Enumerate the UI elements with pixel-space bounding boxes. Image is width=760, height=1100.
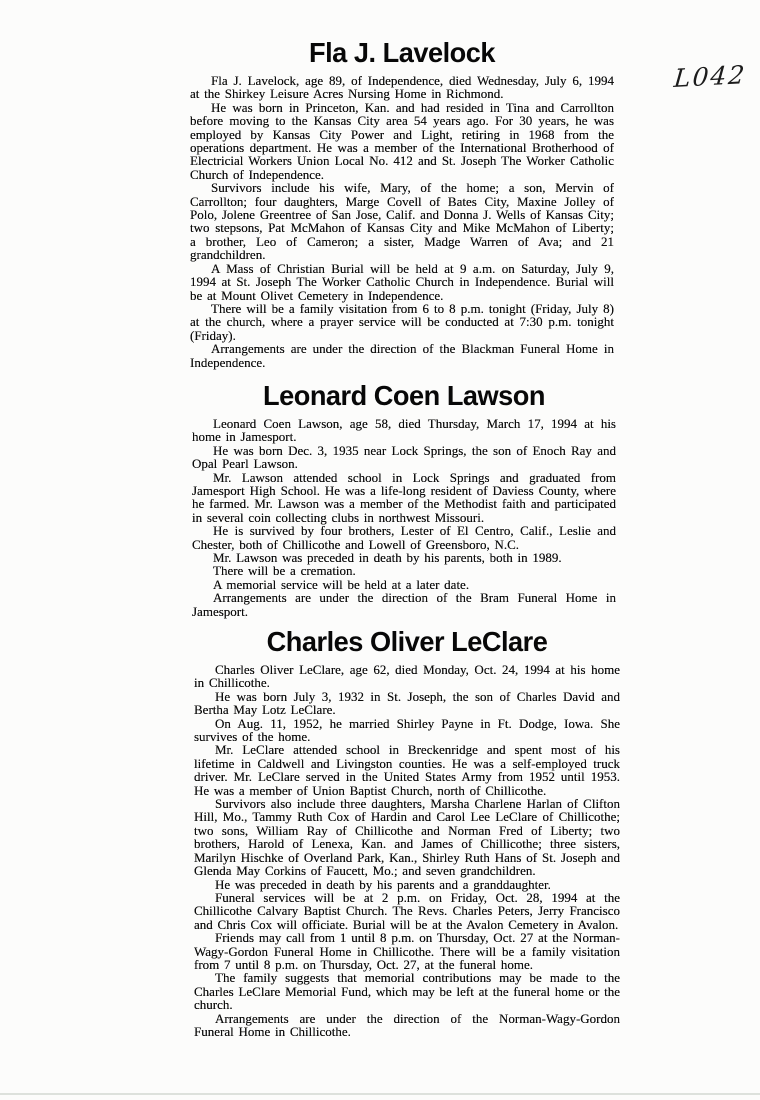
obituary-paragraph: Mr. Lawson was preceded in death by his parents, both in 1989.: [213, 550, 562, 566]
obituary-paragraph: Survivors include his wife, Mary, of the home; a son, Mervin of Carrollton; four daughters, Marge Covell of Bates City, Maxine Jolley of Polo, Jolene Greentree of San Jose, Calif. and Donna J. Wells of Kansas City; two stepsons, Pat McMahon of Kansas City and Mike McMahon of Liberty; a brother, Leo of Cameron; a sister, Madge Warren of Ava; and 21 grandchildren.: [190, 180, 614, 263]
obituary-paragraph: The family suggests that memorial contributions may be made to the Charles LeClare Memorial Fund, which may be left at the funeral home or the church.: [194, 970, 620, 1013]
obituary-leclare: [194, 627, 620, 1038]
obituary-lawson: [192, 381, 616, 618]
obituary-paragraph: Arrangements are under the direction of the Blackman Funeral Home in Independence.: [190, 341, 614, 370]
obituary-paragraph: There will be a cremation.: [213, 563, 356, 579]
obituary-paragraph: He was born Dec. 3, 1935 near Lock Springs, the son of Enoch Ray and Opal Pearl Lawson.: [192, 442, 616, 472]
obituary-paragraph: Arrangements are under the direction of the Norman-Wagy-Gordon Funeral Home in Chillicothe.: [194, 1010, 620, 1039]
obituary-paragraph: Survivors also include three daughters, Marsha Charlene Harlan of Clifton Hill, Mo., Tammy Ruth Cox of Hardin and Carol Lee LeClare of Chillicothe; two sons, William Ray of Chillicothe and Norman Fred of Liberty; two brothers, Harold of Lenexa, Kan. and James of Chillicothe; three sisters, Marilyn Hischke of Overland Park, Kan., Shirley Ruth Hans of St. Joseph and Glenda May Corkins of Faucett, Mo.; and seven grandchildren.: [194, 796, 620, 879]
scan-artifact-line: [0, 1093, 760, 1095]
obituary-paragraph: Charles Oliver LeClare, age 62, died Monday, Oct. 24, 1994 at his home in Chillicothe.: [194, 662, 620, 691]
obituary-paragraph: He was born July 3, 1932 in St. Joseph, the son of Charles David and Bertha May Lotz LeClare.: [194, 688, 620, 718]
obituary-paragraph: A Mass of Christian Burial will be held at 9 a.m. on Saturday, July 9, 1994 at St. Joseph The Worker Catholic Church in Independence. Burial will be at Mount Olivet Cemetery in Independence.: [190, 260, 614, 303]
obituary-paragraph: He was born in Princeton, Kan. and had resided in Tina and Carrollton before moving to the Kansas City area 54 years ago. For 30 years, he was employed by Kansas City Power and Light, retiring in 1968 from the operations department. He was a member of the International Brotherhood of Electricial Workers Union Local No. 412 and St. Joseph The Worker Catholic Church of Independence.: [190, 99, 614, 182]
obituary-lavelock: [190, 38, 614, 369]
handwritten-code: L042: [672, 60, 748, 93]
obituary-body-lavelock: [190, 74, 614, 369]
obituary-body-lawson: [192, 417, 616, 618]
obituary-paragraph: A memorial service will be held at a later date.: [213, 576, 470, 592]
obituary-title-lavelock: Fla J. Lavelock: [309, 37, 495, 68]
obituary-paragraph: Arrangements are under the direction of the Bram Funeral Home in Jamesport.: [192, 590, 616, 619]
obituary-title-leclare: Charles Oliver LeClare: [266, 626, 548, 657]
obituary-paragraph: Mr. LeClare attended school in Breckenridge and spent most of his lifetime in Caldwell and Livingston counties. He was a self-employed truck driver. Mr. LeClare served in the United States Army from 1952 until 1953. He was a member of Union Baptist Church, north of Chillicothe.: [194, 742, 620, 798]
obituary-paragraph: Funeral services will be at 2 p.m. on Friday, Oct. 28, 1994 at the Chillicothe Calvary Baptist Church. The Revs. Charles Peters, Jerry Francisco and Chris Cox will officiate. Burial will be at the Avalon Cemetery in Avalon.: [194, 889, 620, 932]
obituary-paragraph: There will be a family visitation from 6 to 8 p.m. tonight (Friday, July 8) at the church, where a prayer service will be conducted at 7:30 p.m. tonight (Friday).: [190, 300, 614, 343]
obituary-body-leclare: [194, 663, 620, 1038]
obituary-paragraph: Leonard Coen Lawson, age 58, died Thursday, March 17, 1994 at his home in Jamesport.: [192, 416, 616, 445]
obituary-title-lawson: Leonard Coen Lawson: [262, 380, 546, 411]
obituary-paragraph: He is survived by four brothers, Lester of El Centro, Calif., Leslie and Chester, both of Chillicothe and Lowell of Greensboro, N.C.: [192, 523, 616, 552]
obituary-paragraph: He was preceded in death by his parents and a granddaughter.: [215, 876, 551, 892]
obituary-paragraph: Friends may call from 1 until 8 p.m. on Thursday, Oct. 27 at the Norman-Wagy-Gordon Funeral Home in Chillicothe. There will be a family visitation from 7 until 8 p.m. on Thursday, Oct. 27, at the funeral home.: [194, 930, 620, 972]
obituary-paragraph: On Aug. 11, 1952, he married Shirley Payne in Ft. Dodge, Iowa. She survives of the home.: [194, 715, 620, 745]
obituary-paragraph: Mr. Lawson attended school in Lock Springs and graduated from Jamesport High School. He was a life-long resident of Daviess County, where he farmed. Mr. Lawson was a member of the Methodist faith and participated in several coin collecting clubs in northwest Missouri.: [192, 469, 616, 525]
obituary-paragraph: Fla J. Lavelock, age 89, of Independence, died Wednesday, July 6, 1994 at the Shirkey Leisure Acres Nursing Home in Richmond.: [190, 73, 614, 102]
